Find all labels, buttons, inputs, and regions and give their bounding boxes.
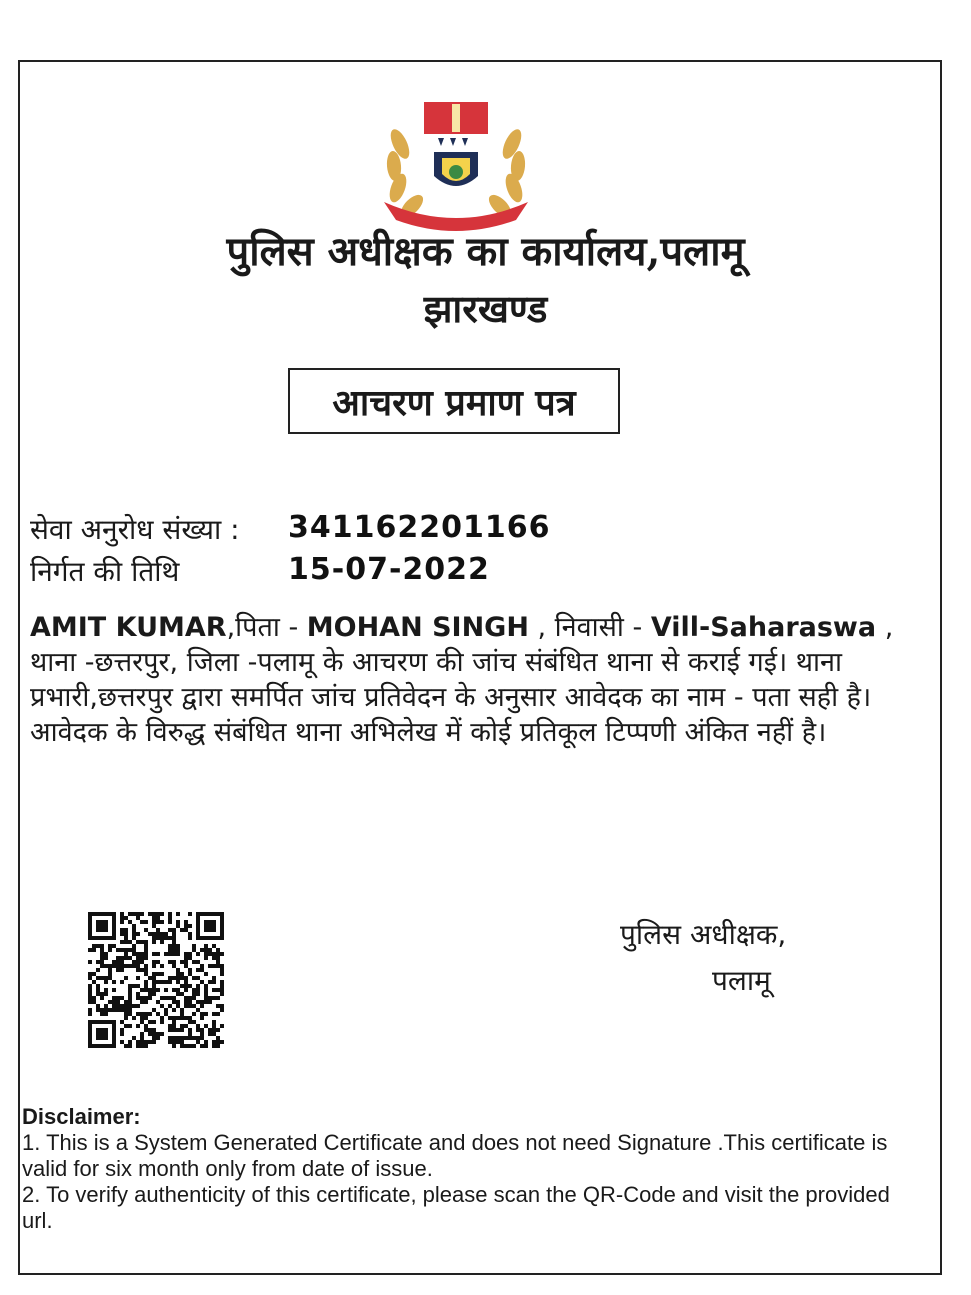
police-emblem-logo — [378, 84, 534, 234]
signatory-designation: पुलिस अधीक्षक, — [620, 918, 787, 951]
village-name: Vill-Saharaswa — [650, 612, 877, 643]
office-title: पुलिस अधीक्षक का कार्यालय,पलामू — [226, 228, 745, 275]
disclaimer-line-2: 2. To verify authenticity of this certificate, please scan the QR-Code and visit the provided url. — [22, 1182, 890, 1233]
service-request-label: सेवा अनुरोध संख्या : — [30, 513, 240, 546]
signatory-place: पलामू — [712, 964, 771, 997]
disclaimer-heading: Disclaimer: — [22, 1104, 141, 1129]
certificate-title: आचरण प्रमाण पत्र — [288, 368, 620, 434]
disclaimer — [22, 1104, 922, 1234]
issue-date-label: निर्गत की तिथि — [30, 555, 180, 588]
disclaimer-line-1: 1. This is a System Generated Certificate and does not need Signature .This certificate is valid for six month only from date of issue. — [22, 1130, 888, 1181]
body-rest: , थाना -छत्तरपुर, जिला -पलामू के आचरण की जांच संबंधित थाना से कराई गई। थाना प्रभारी,छत्तरपुर द्वारा समर्पित जांच प्रतिवेदन के अनुसार आवेदक का नाम - पता सही है। आवेदक के विरुद्ध संबंधित थाना अभिलेख में कोई प्रतिकूल टिप्पणी अंकित नहीं है। — [30, 612, 894, 748]
father-name: MOHAN SINGH — [306, 612, 529, 643]
issue-date: 15-07-2022 — [288, 552, 490, 587]
applicant-name: AMIT KUMAR — [30, 612, 227, 643]
resident-label: , निवासी - — [528, 612, 651, 643]
father-label: ,पिता - — [226, 612, 307, 643]
qr-code[interactable] — [88, 912, 224, 1048]
state-name: झारखण्ड — [423, 286, 548, 331]
certificate-body — [30, 610, 925, 750]
signature-block — [620, 915, 786, 999]
service-request-number: 341162201166 — [288, 510, 551, 545]
